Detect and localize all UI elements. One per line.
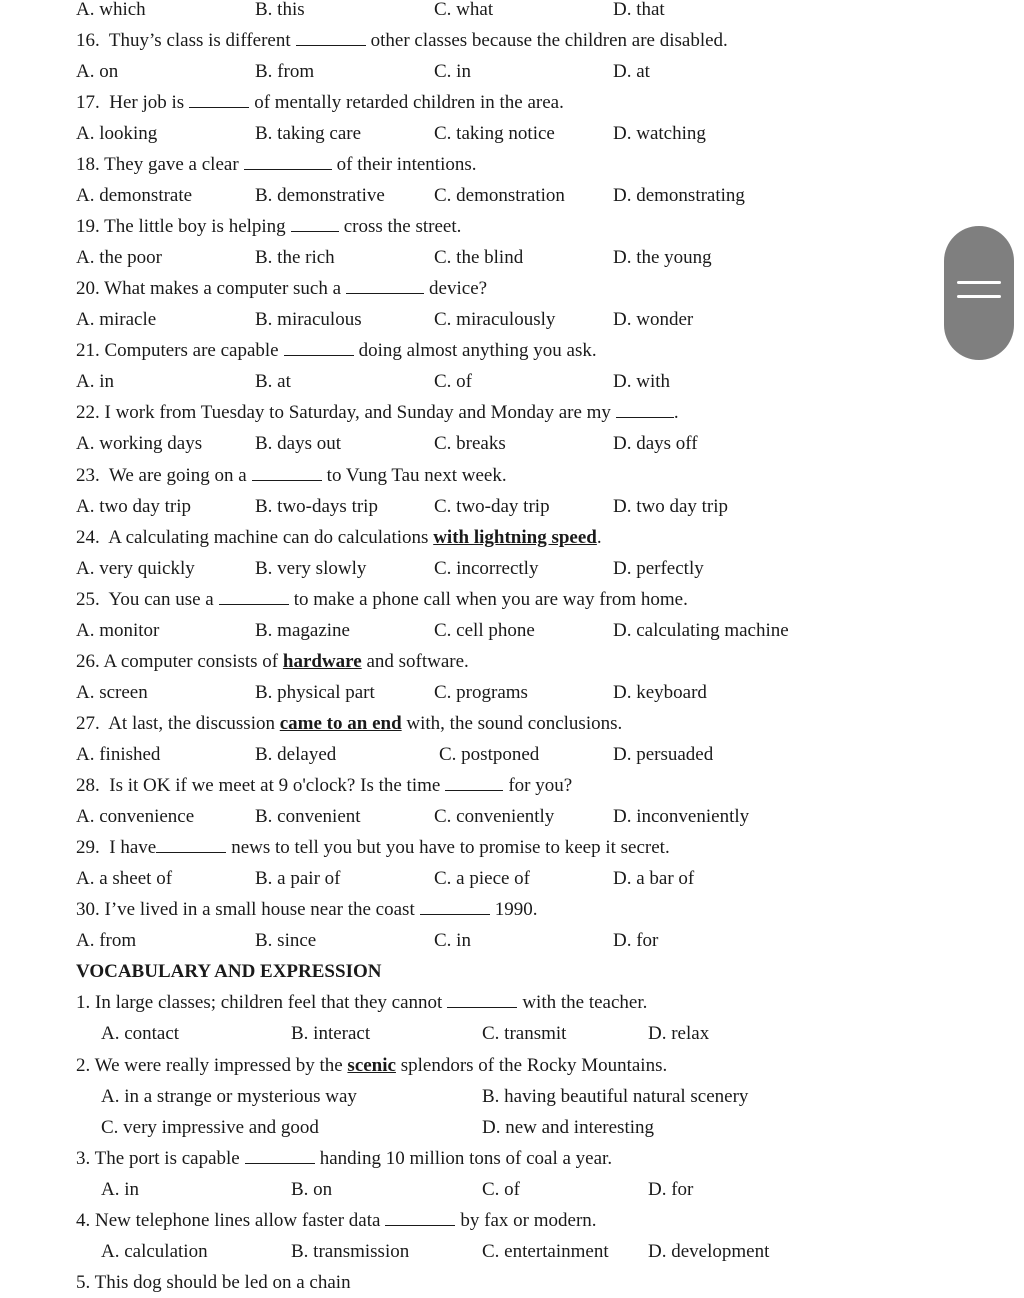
q26-option-b: B. physical part: [255, 682, 375, 703]
q28-question: [76, 770, 572, 801]
q25-blank: [219, 587, 289, 605]
q21-text-before: 21. Computers are capable: [76, 340, 279, 361]
q30-option-c: C. in: [434, 930, 471, 951]
v2-question: [76, 1050, 667, 1081]
v4-text-before: 4. New telephone lines allow faster data: [76, 1210, 381, 1231]
q28-option-a: A. convenience: [76, 806, 195, 827]
q29-text-after: news to tell you but you have to promise to keep it secret.: [231, 837, 670, 858]
q18-text-after: of their intentions.: [336, 154, 477, 175]
v1-option-c: C. transmit: [482, 1023, 567, 1044]
q27-text-before: At last, the discussion: [108, 713, 275, 734]
q17-question: [76, 87, 564, 118]
grip-lines-icon: [957, 281, 1001, 284]
q23-option-b: B. two-days trip: [255, 496, 378, 517]
q22-blank: [616, 400, 674, 418]
q29-option-c: C. a piece of: [434, 868, 531, 889]
q19-option-d: D. the young: [613, 247, 712, 268]
q29-option-a: A. a sheet of: [76, 868, 173, 889]
q16-text-after: other classes because the children are disabled.: [370, 30, 728, 51]
q27-emphasis: came to an end: [279, 713, 402, 734]
q24-emphasis: with lightning speed: [433, 527, 597, 548]
q16-question: [76, 25, 728, 56]
q26-option-a: A. screen: [76, 682, 148, 703]
q28-option-b: B. convenient: [255, 806, 361, 827]
q16-text-before: Thuy’s class is different: [108, 30, 291, 51]
q20-text-before: 20. What makes a computer such a: [76, 278, 342, 299]
q17-number: 17.: [76, 92, 100, 113]
q20-option-d: D. wonder: [613, 309, 694, 330]
q15-option-a: A. which: [76, 0, 146, 20]
q27-option-a: A. finished: [76, 744, 161, 765]
v2-option-d: D. new and interesting: [482, 1117, 655, 1138]
v1-option-a: A. contact: [101, 1023, 180, 1044]
q30-option-d: D. for: [613, 930, 659, 951]
v3-option-d: D. for: [648, 1179, 694, 1200]
q26-text-after: and software.: [366, 651, 469, 672]
q27-question: [76, 708, 622, 739]
q29-question: [76, 832, 670, 863]
v2-option-c: C. very impressive and good: [101, 1117, 319, 1138]
q18-option-b: B. demonstrative: [255, 185, 385, 206]
v4-option-a: A. calculation: [101, 1241, 208, 1262]
q16-option-d: D. at: [613, 61, 650, 82]
q28-option-d: D. inconveniently: [613, 806, 750, 827]
q24-option-c: C. incorrectly: [434, 558, 539, 579]
q20-option-a: A. miracle: [76, 309, 157, 330]
q21-blank: [284, 338, 354, 356]
q17-text-after: of mentally retarded children in the area.: [254, 92, 564, 113]
q30-text-after: 1990.: [494, 899, 538, 920]
v3-option-c: C. of: [482, 1179, 520, 1200]
v4-option-d: D. development: [648, 1241, 770, 1262]
q21-question: [76, 335, 597, 366]
q25-number: 25.: [76, 589, 100, 610]
v4-option-b: B. transmission: [291, 1241, 410, 1262]
q17-option-a: A. looking: [76, 123, 158, 144]
q18-option-a: A. demonstrate: [76, 185, 193, 206]
v4-blank: [385, 1208, 455, 1226]
q28-text-before: Is it OK if we meet at 9 o'clock? Is the time: [109, 775, 441, 796]
q24-number: 24.: [76, 527, 100, 548]
v2-option-a: A. in a strange or mysterious way: [101, 1086, 357, 1107]
q26-question: [76, 646, 469, 677]
q16-option-c: C. in: [434, 61, 471, 82]
q23-number: 23.: [76, 465, 100, 486]
q28-option-c: C. conveniently: [434, 806, 555, 827]
v3-blank: [245, 1146, 315, 1164]
q22-text-after: .: [673, 402, 679, 423]
q15-option-d: D. that: [613, 0, 665, 20]
v2-emphasis: scenic: [347, 1055, 396, 1076]
v1-option-d: D. relax: [648, 1023, 710, 1044]
v5-question: [76, 1267, 351, 1298]
q22-option-c: C. breaks: [434, 433, 506, 454]
q17-text-before: Her job is: [109, 92, 185, 113]
q16-blank: [296, 28, 366, 46]
v1-option-b: B. interact: [291, 1023, 371, 1044]
q24-text-before: A calculating machine can do calculations: [108, 527, 429, 548]
q20-question: [76, 273, 487, 304]
q23-option-d: D. two day trip: [613, 496, 729, 517]
q28-number: 28.: [76, 775, 100, 796]
q27-option-b: B. delayed: [255, 744, 337, 765]
q18-text-before: 18. They gave a clear: [76, 154, 239, 175]
q24-option-a: A. very quickly: [76, 558, 195, 579]
v1-question: [76, 987, 647, 1018]
q16-option-a: A. on: [76, 61, 119, 82]
q27-number: 27.: [76, 713, 100, 734]
q18-question: [76, 149, 477, 180]
v3-text-after: handing 10 million tons of coal a year.: [319, 1148, 613, 1169]
q20-text-after: device?: [429, 278, 488, 299]
q25-text-before: You can use a: [108, 589, 214, 610]
q29-text-before: I have: [109, 837, 157, 858]
q15-option-b: B. this: [255, 0, 305, 20]
q23-question: [76, 460, 507, 491]
section-heading: VOCABULARY AND EXPRESSION: [76, 961, 382, 982]
q20-option-c: C. miraculously: [434, 309, 556, 330]
q17-option-d: D. watching: [613, 123, 706, 144]
q30-question: [76, 894, 537, 925]
q28-blank: [445, 773, 503, 791]
q18-blank: [244, 152, 332, 170]
q25-option-d: D. calculating machine: [613, 620, 789, 641]
q25-option-c: C. cell phone: [434, 620, 535, 641]
q24-text-after: .: [596, 527, 602, 548]
q22-option-d: D. days off: [613, 433, 698, 454]
q23-option-a: A. two day trip: [76, 496, 192, 517]
v2-text-before: 2. We were really impressed by the: [76, 1055, 343, 1076]
q15-option-c: C. what: [434, 0, 494, 20]
v2-option-b: B. having beautiful natural scenery: [482, 1086, 749, 1107]
q22-option-b: B. days out: [255, 433, 342, 454]
q25-option-a: A. monitor: [76, 620, 160, 641]
v4-question: [76, 1205, 597, 1236]
q22-text-before: 22. I work from Tuesday to Saturday, and Sunday and Monday are my: [76, 402, 611, 423]
q19-blank: [291, 214, 339, 232]
q18-option-d: D. demonstrating: [613, 185, 745, 206]
v3-text-before: 3. The port is capable: [76, 1148, 240, 1169]
q29-option-d: D. a bar of: [613, 868, 695, 889]
q29-option-b: B. a pair of: [255, 868, 341, 889]
q23-text-after: to Vung Tau next week.: [326, 465, 507, 486]
q26-option-d: D. keyboard: [613, 682, 707, 703]
q17-option-c: C. taking notice: [434, 123, 555, 144]
v4-text-after: by fax or modern.: [460, 1210, 597, 1231]
q19-option-a: A. the poor: [76, 247, 163, 268]
q21-option-c: C. of: [434, 371, 472, 392]
q30-option-b: B. since: [255, 930, 317, 951]
q21-option-a: A. in: [76, 371, 114, 392]
v3-option-a: A. in: [101, 1179, 139, 1200]
q21-option-d: D. with: [613, 371, 670, 392]
q29-blank: [156, 835, 226, 853]
q18-option-c: C. demonstration: [434, 185, 565, 206]
scroll-handle[interactable]: [944, 226, 1014, 360]
q16-number: 16.: [76, 30, 100, 51]
q26-option-c: C. programs: [434, 682, 528, 703]
q29-number: 29.: [76, 837, 100, 858]
v3-option-b: B. on: [291, 1179, 333, 1200]
q27-option-c: C. postponed: [439, 744, 540, 765]
q24-option-d: D. perfectly: [613, 558, 704, 579]
q17-option-b: B. taking care: [255, 123, 362, 144]
v1-text-after: with the teacher.: [522, 992, 648, 1013]
q25-question: [76, 584, 688, 615]
q19-question: [76, 211, 461, 242]
q22-option-a: A. working days: [76, 433, 203, 454]
q19-option-c: C. the blind: [434, 247, 524, 268]
v4-option-c: C. entertainment: [482, 1241, 609, 1262]
v1-text-before: 1. In large classes; children feel that they cannot: [76, 992, 443, 1013]
q25-text-after: to make a phone call when you are way from home.: [293, 589, 688, 610]
q24-option-b: B. very slowly: [255, 558, 367, 579]
q19-option-b: B. the rich: [255, 247, 335, 268]
q25-option-b: B. magazine: [255, 620, 350, 641]
q27-option-d: D. persuaded: [613, 744, 714, 765]
v3-question: [76, 1143, 612, 1174]
q19-text-before: 19. The little boy is helping: [76, 216, 286, 237]
q30-option-a: A. from: [76, 930, 137, 951]
q27-text-after: with, the sound conclusions.: [406, 713, 623, 734]
q30-blank: [420, 897, 490, 915]
v1-blank: [447, 990, 517, 1008]
q28-text-after: for you?: [508, 775, 573, 796]
q19-text-after: cross the street.: [343, 216, 462, 237]
grip-lines-icon-second-bar: [957, 295, 1001, 298]
v2-text-after: splendors of the Rocky Mountains.: [400, 1055, 668, 1076]
q22-question: [76, 397, 679, 428]
q20-option-b: B. miraculous: [255, 309, 362, 330]
q23-option-c: C. two-day trip: [434, 496, 550, 517]
q26-text-before: 26. A computer consists of: [76, 651, 279, 672]
q23-text-before: We are going on a: [108, 465, 247, 486]
q21-option-b: B. at: [255, 371, 291, 392]
q24-question: [76, 522, 602, 553]
q16-option-b: B. from: [255, 61, 315, 82]
q30-text-before: 30. I’ve lived in a small house near the coast: [76, 899, 415, 920]
q17-blank: [189, 90, 249, 108]
q26-emphasis: hardware: [282, 651, 362, 672]
q23-blank: [252, 463, 322, 481]
q21-text-after: doing almost anything you ask.: [358, 340, 597, 361]
q20-blank: [346, 276, 424, 294]
v5-text-before: 5. This dog should be led on a chain: [76, 1272, 351, 1293]
